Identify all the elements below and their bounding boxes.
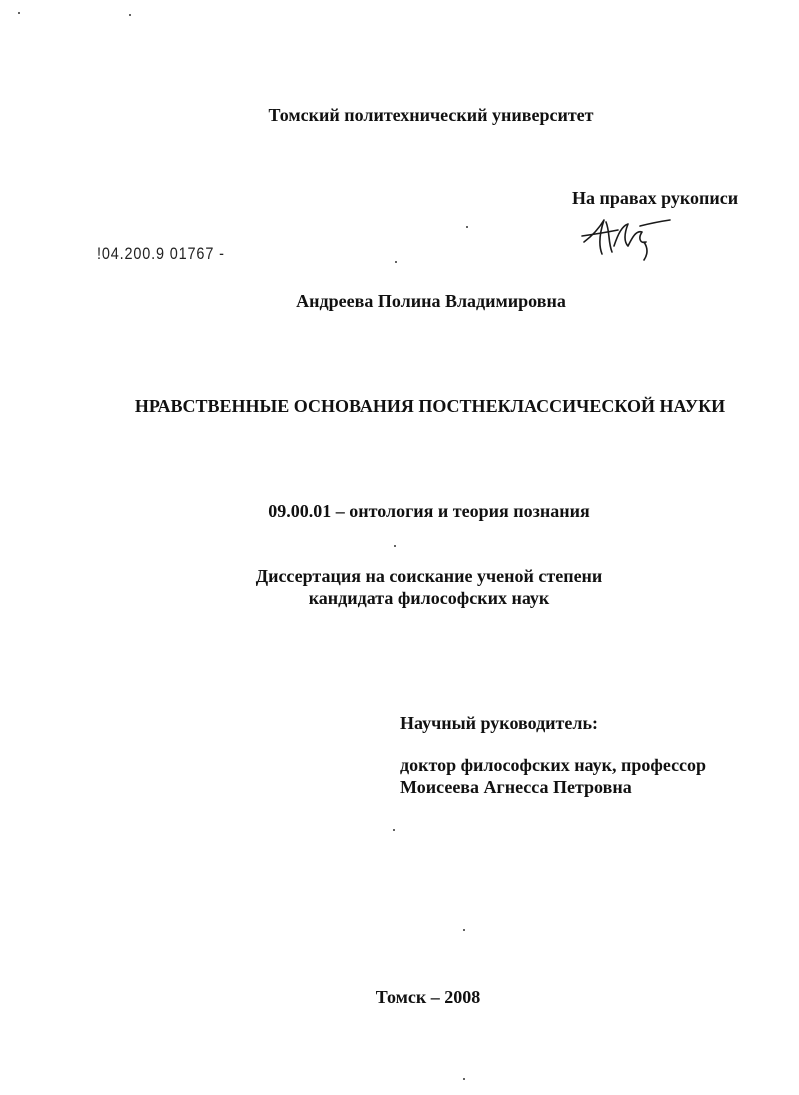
specialty-code: 09.00.01 – онтология и теория познания xyxy=(268,501,590,521)
scan-speck xyxy=(18,12,20,14)
scan-speck xyxy=(463,1078,465,1080)
supervisor-rank: доктор философских наук, профессор xyxy=(400,755,707,775)
scan-speck xyxy=(395,261,397,263)
supervisor-name: Моисеева Агнесса Петровна xyxy=(400,777,632,797)
institution-name: Томский политехнический университет xyxy=(268,105,594,125)
scan-speck xyxy=(129,14,131,16)
scan-speck xyxy=(466,226,468,228)
manuscript-note: На правах рукописи xyxy=(572,188,739,208)
degree-line-2: кандидата философских наук xyxy=(308,588,550,608)
supervisor-label: Научный руководитель: xyxy=(400,713,598,733)
city-year: Томск – 2008 xyxy=(375,987,481,1007)
author-name: Андреева Полина Владимировна xyxy=(296,291,566,311)
signature-icon xyxy=(578,212,674,262)
scan-speck xyxy=(394,545,396,547)
dissertation-title: НРАВСТВЕННЫЕ ОСНОВАНИЯ ПОСТНЕКЛАССИЧЕСКОЙ НАУКИ xyxy=(134,396,726,416)
degree-statement xyxy=(0,565,799,609)
scan-speck xyxy=(463,929,465,931)
scan-speck xyxy=(393,829,395,831)
registration-number: !04.200.9 01767 - xyxy=(97,244,225,263)
degree-line-1: Диссертация на соискание ученой степени xyxy=(255,566,603,586)
